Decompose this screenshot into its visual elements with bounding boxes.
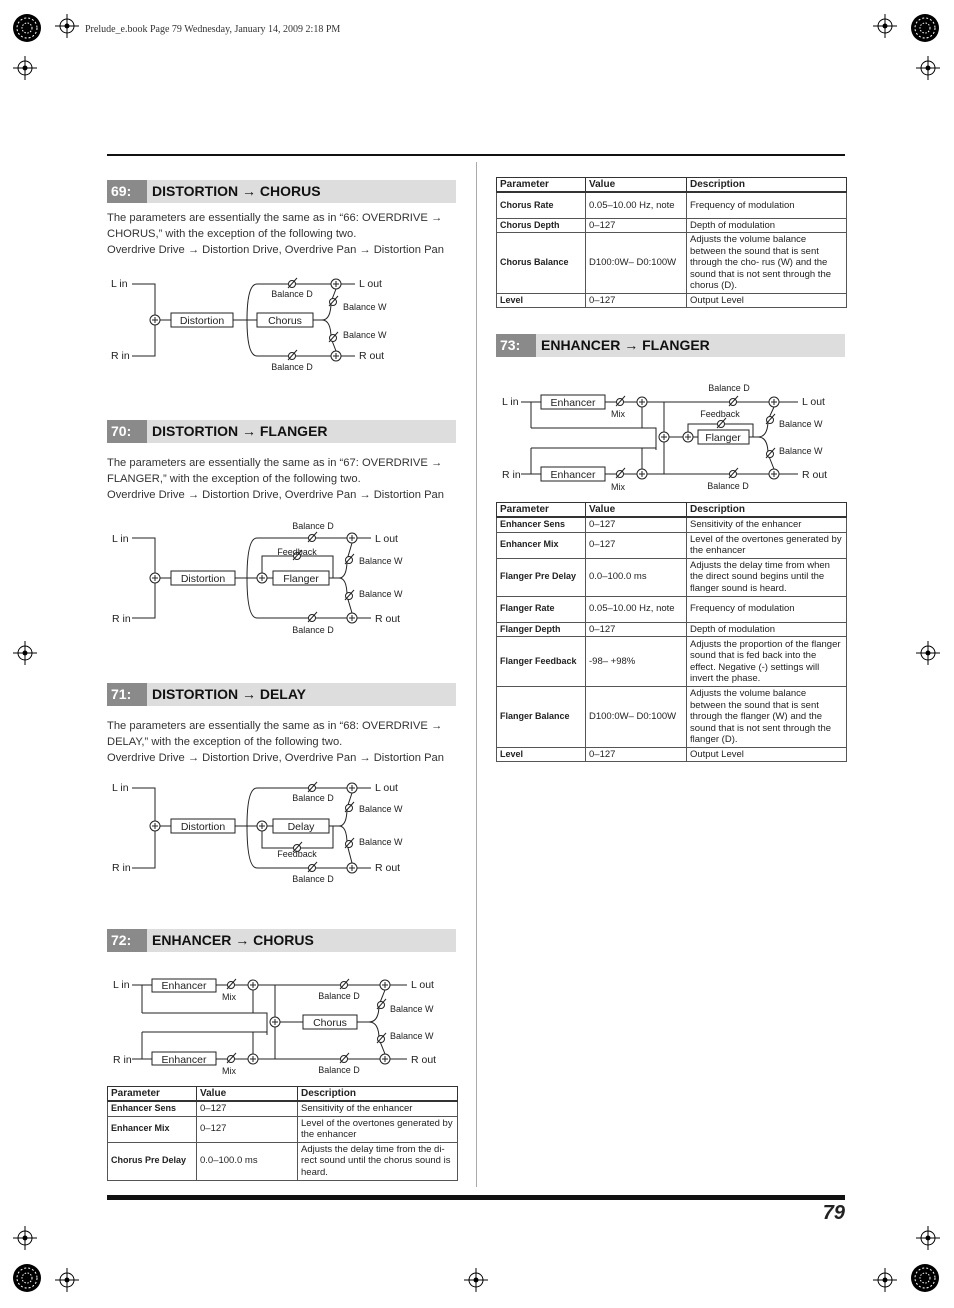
distortion-box-label: Distortion	[180, 573, 226, 585]
parameter-table-72	[107, 1086, 458, 1181]
section-heading-71	[107, 683, 456, 706]
parameter-cell: Enhancer Mix	[497, 532, 586, 558]
r-in-label: R in	[112, 613, 131, 625]
page-number: 79	[822, 1202, 845, 1224]
l-out-label: L out	[411, 979, 434, 991]
balance-d-bottom-label: Balance D	[292, 874, 334, 884]
section-heading-72	[107, 929, 456, 952]
section-69-intro	[107, 210, 457, 258]
description-cell: Sensitivity of the enhancer	[298, 1101, 458, 1116]
column-header-parameter: Parameter	[497, 503, 586, 518]
parameter-cell: Level	[497, 747, 586, 762]
section-heading-73	[496, 334, 845, 357]
value-cell: D100:0W– D0:100W	[586, 233, 687, 294]
signal-flow-diagram-72	[107, 975, 457, 1080]
description-cell: Depth of modulation	[687, 218, 847, 233]
parameter-table-73	[496, 502, 847, 762]
column-header-value: Value	[197, 1087, 298, 1102]
value-cell: 0–127	[586, 218, 687, 233]
balance-d-bottom-label: Balance D	[318, 1065, 360, 1075]
r-in-label: R in	[111, 350, 130, 362]
r-out-label: R out	[375, 862, 401, 874]
description-cell: Frequency of modulation	[687, 596, 847, 622]
mix-bottom-label: Mix	[611, 482, 625, 492]
table-row	[497, 517, 847, 532]
table-row	[497, 558, 847, 596]
column-header-parameter: Parameter	[497, 178, 586, 193]
column-header-value: Value	[586, 178, 687, 193]
table-row	[497, 192, 847, 218]
enhancer-bottom-box-label: Enhancer	[550, 469, 596, 481]
l-out-label: L out	[375, 782, 398, 794]
balance-w-bottom-label: Balance W	[343, 330, 387, 340]
parameter-cell: Flanger Depth	[497, 622, 586, 637]
section-title: DISTORTION → CHORUS	[152, 183, 321, 199]
parameter-cell: Flanger Balance	[497, 687, 586, 748]
balance-w-top-label: Balance W	[359, 556, 403, 566]
balance-d-bottom-label: Balance D	[707, 481, 749, 491]
balance-w-bottom-label: Balance W	[779, 446, 823, 456]
section-number: 70:	[107, 420, 147, 443]
table-row	[497, 293, 847, 308]
l-in-label: L in	[502, 396, 519, 408]
parameter-cell: Flanger Pre Delay	[497, 558, 586, 596]
table-row	[108, 1142, 458, 1180]
value-cell: D100:0W– D0:100W	[586, 687, 687, 748]
column-header-description: Description	[298, 1087, 458, 1102]
section-title: ENHANCER → CHORUS	[152, 932, 314, 948]
r-out-label: R out	[802, 469, 828, 481]
parameter-cell: Level	[497, 293, 586, 308]
value-cell: 0–127	[197, 1116, 298, 1142]
balance-d-top-label: Balance D	[292, 793, 334, 803]
parameter-cell: Chorus Depth	[497, 218, 586, 233]
note-text: Overdrive Drive → Distortion Drive, Overdrive Pan → Distortion Pan	[107, 489, 444, 501]
description-cell: Adjusts the volume balance between the sound that is sent through the flanger (W) and the sound that is not sent through the flanger (D).	[687, 687, 847, 748]
table-row	[497, 687, 847, 748]
value-cell: 0–127	[586, 622, 687, 637]
section-heading-70	[107, 420, 456, 443]
note-text: Overdrive Drive → Distortion Drive, Overdrive Pan → Distortion Pan	[107, 752, 444, 764]
signal-flow-diagram-69	[107, 272, 457, 377]
balance-w-bottom-label: Balance W	[390, 1031, 434, 1041]
mix-bottom-label: Mix	[222, 1066, 236, 1076]
table-row	[497, 622, 847, 637]
value-cell: 0–127	[586, 532, 687, 558]
description-cell: Adjusts the volume balance between the sound that is sent through the cho- rus (W) and the sound that is not sent through the chorus (D).	[687, 233, 847, 294]
top-rule	[107, 154, 845, 156]
note-text: Overdrive Drive → Distortion Drive, Overdrive Pan → Distortion Pan	[107, 244, 444, 256]
signal-flow-diagram-71	[107, 776, 457, 886]
balance-d-bottom-label: Balance D	[292, 625, 334, 635]
r-in-label: R in	[112, 862, 131, 874]
column-header-description: Description	[687, 178, 847, 193]
intro-text: The parameters are essentially the same as in “67: OVERDRIVE → FLANGER,” with the exception of the following two.	[107, 457, 443, 485]
section-title: DISTORTION → DELAY	[152, 686, 307, 702]
distortion-box-label: Distortion	[179, 315, 225, 327]
parameter-cell: Chorus Rate	[497, 192, 586, 218]
l-out-label: L out	[375, 533, 398, 545]
balance-d-top-label: Balance D	[708, 383, 750, 393]
l-out-label: L out	[359, 278, 382, 290]
parameter-cell: Chorus Pre Delay	[108, 1142, 197, 1180]
value-cell: 0.05–10.00 Hz, note	[586, 192, 687, 218]
balance-w-top-label: Balance W	[359, 804, 403, 814]
bottom-rule	[107, 1195, 845, 1200]
column-header-description: Description	[687, 503, 847, 518]
balance-d-top-label: Balance D	[292, 521, 334, 531]
parameter-cell: Enhancer Sens	[497, 517, 586, 532]
parameter-cell: Flanger Rate	[497, 596, 586, 622]
section-title: DISTORTION → FLANGER	[152, 423, 328, 439]
balance-d-top-label: Balance D	[318, 991, 360, 1001]
r-in-label: R in	[113, 1054, 132, 1066]
value-cell: 0.0–100.0 ms	[586, 558, 687, 596]
intro-text: The parameters are essentially the same as in “68: OVERDRIVE → DELAY,” with the exception of the following two.	[107, 720, 443, 748]
balance-w-top-label: Balance W	[779, 419, 823, 429]
value-cell: -98– +98%	[586, 637, 687, 687]
feedback-label: Feedback	[277, 849, 317, 859]
flanger-box-label: Flanger	[283, 573, 319, 585]
description-cell: Adjusts the delay time from the di- rect sound until the chorus sound is heard.	[298, 1142, 458, 1180]
l-in-label: L in	[112, 533, 129, 545]
enhancer-bottom-box-label: Enhancer	[161, 1054, 207, 1066]
flanger-box-label: Flanger	[705, 432, 741, 444]
parameter-cell: Enhancer Mix	[108, 1116, 197, 1142]
column-header-value: Value	[586, 503, 687, 518]
balance-w-bottom-label: Balance W	[359, 837, 403, 847]
balance-w-bottom-label: Balance W	[359, 589, 403, 599]
r-out-label: R out	[359, 350, 385, 362]
description-cell: Level of the overtones generated by the enhancer	[298, 1116, 458, 1142]
table-row	[497, 596, 847, 622]
parameter-cell: Chorus Balance	[497, 233, 586, 294]
mix-top-label: Mix	[611, 409, 625, 419]
balance-w-top-label: Balance W	[390, 1004, 434, 1014]
column-divider	[476, 162, 477, 1187]
value-cell: 0–127	[586, 293, 687, 308]
section-number: 71:	[107, 683, 147, 706]
table-row	[497, 218, 847, 233]
description-cell: Frequency of modulation	[687, 192, 847, 218]
description-cell: Level of the overtones generated by the enhancer	[687, 532, 847, 558]
description-cell: Depth of modulation	[687, 622, 847, 637]
section-number: 69:	[107, 180, 147, 203]
value-cell: 0–127	[586, 747, 687, 762]
l-in-label: L in	[111, 278, 128, 290]
value-cell: 0–127	[586, 517, 687, 532]
parameter-cell: Flanger Feedback	[497, 637, 586, 687]
value-cell: 0.05–10.00 Hz, note	[586, 596, 687, 622]
section-70-intro	[107, 455, 457, 503]
signal-flow-diagram-73	[496, 380, 846, 495]
parameter-table-69	[496, 177, 847, 308]
value-cell: 0.0–100.0 ms	[197, 1142, 298, 1180]
value-cell: 0–127	[197, 1101, 298, 1116]
l-out-label: L out	[802, 396, 825, 408]
description-cell: Sensitivity of the enhancer	[687, 517, 847, 532]
column-header-parameter: Parameter	[108, 1087, 197, 1102]
delay-box-label: Delay	[287, 821, 315, 833]
file-header-meta: Prelude_e.book Page 79 Wednesday, January 14, 2009 2:18 PM	[85, 24, 341, 35]
description-cell: Adjusts the delay time from when the direct sound begins until the flanger sound is heard.	[687, 558, 847, 596]
description-cell: Adjusts the proportion of the flanger sound that is fed back into the effect. Negative (-) settings will invert the phase.	[687, 637, 847, 687]
chorus-box-label: Chorus	[313, 1017, 347, 1029]
l-in-label: L in	[113, 979, 130, 991]
balance-d-top-label: Balance D	[271, 289, 313, 299]
chorus-box-label: Chorus	[268, 315, 302, 327]
feedback-label: Feedback	[700, 409, 740, 419]
intro-text: The parameters are essentially the same as in “66: OVERDRIVE → CHORUS,” with the exception of the following two.	[107, 212, 443, 240]
table-row	[108, 1116, 458, 1142]
section-heading-69	[107, 180, 456, 203]
section-number: 73:	[496, 334, 536, 357]
parameter-cell: Enhancer Sens	[108, 1101, 197, 1116]
r-out-label: R out	[375, 613, 401, 625]
table-row	[497, 233, 847, 294]
section-71-intro	[107, 718, 457, 766]
enhancer-top-box-label: Enhancer	[161, 980, 207, 992]
enhancer-top-box-label: Enhancer	[550, 397, 596, 409]
distortion-box-label: Distortion	[180, 821, 226, 833]
table-row	[497, 637, 847, 687]
signal-flow-diagram-70	[107, 518, 457, 638]
table-row	[108, 1101, 458, 1116]
r-out-label: R out	[411, 1054, 437, 1066]
section-title: ENHANCER → FLANGER	[541, 337, 710, 353]
section-number: 72:	[107, 929, 147, 952]
description-cell: Output Level	[687, 293, 847, 308]
table-row	[497, 747, 847, 762]
feedback-label: Feedback	[277, 547, 317, 557]
r-in-label: R in	[502, 469, 521, 481]
l-in-label: L in	[112, 782, 129, 794]
table-row	[497, 532, 847, 558]
mix-top-label: Mix	[222, 992, 236, 1002]
description-cell: Output Level	[687, 747, 847, 762]
balance-w-top-label: Balance W	[343, 302, 387, 312]
balance-d-bottom-label: Balance D	[271, 362, 313, 372]
